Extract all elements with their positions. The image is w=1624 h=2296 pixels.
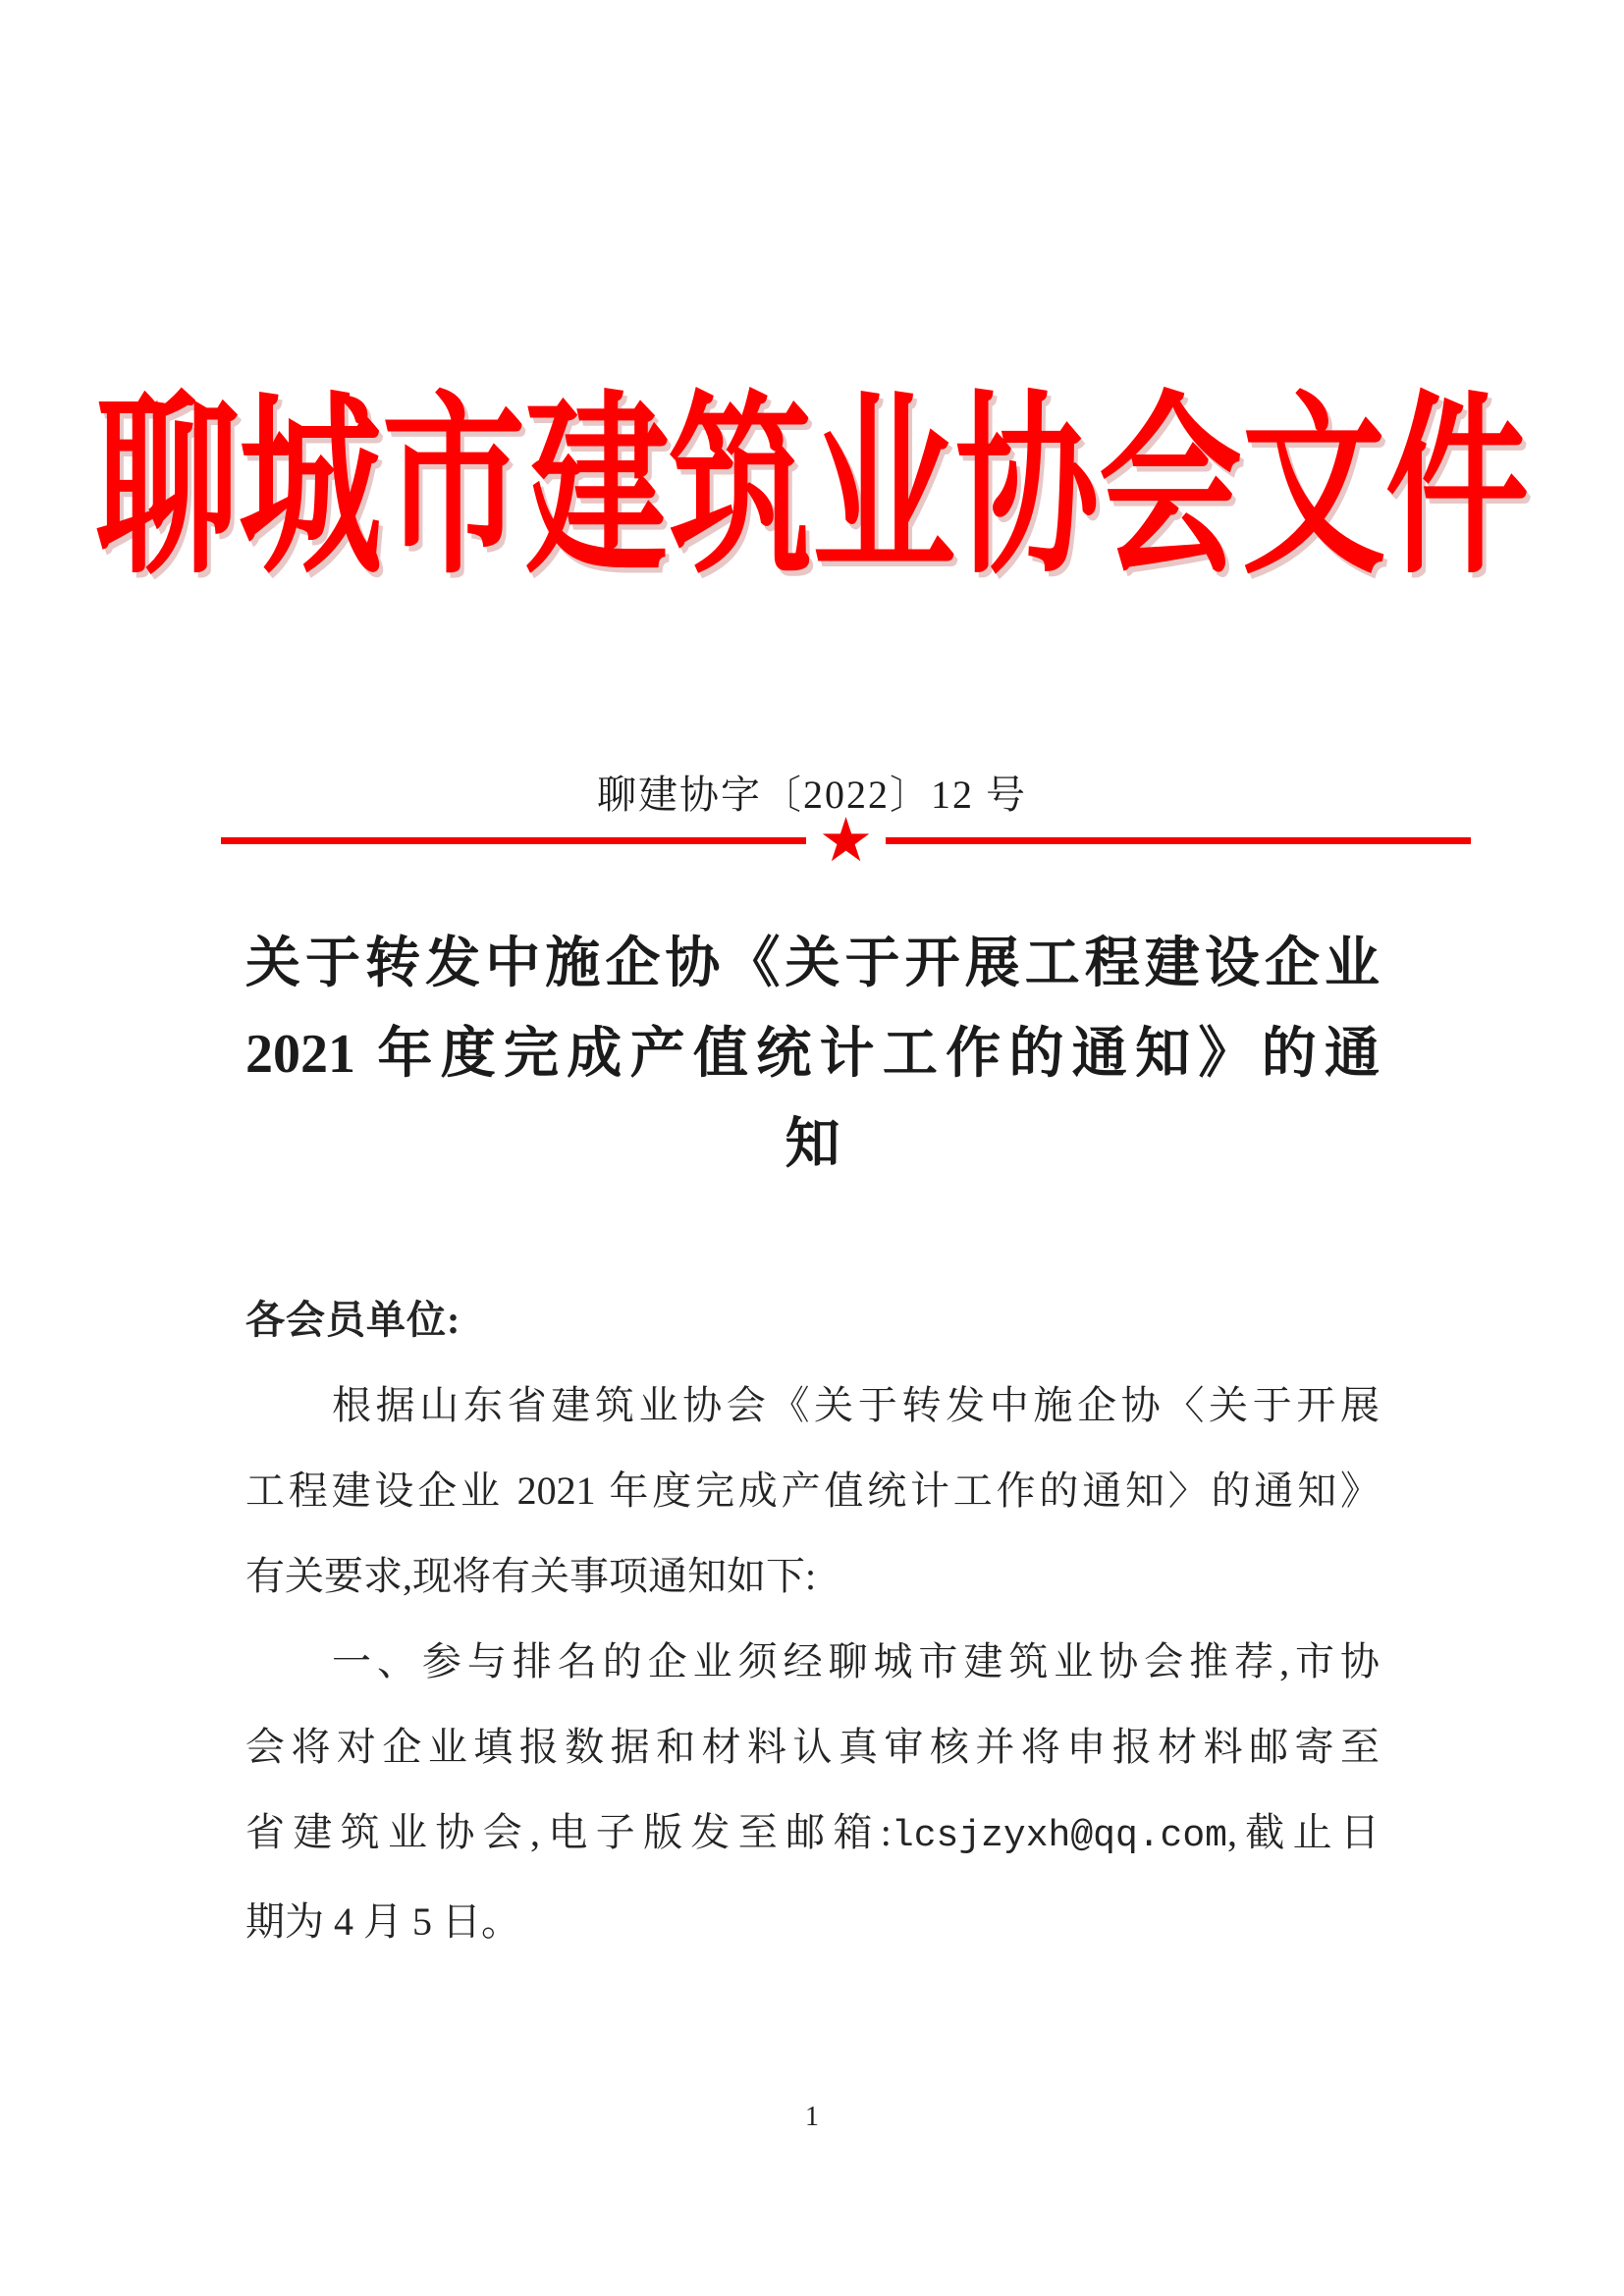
salutation: 各会员单位: bbox=[245, 1298, 461, 1342]
org-header-title: 聊城市建筑业协会文件 bbox=[95, 380, 1529, 598]
email-address: lcsjzyxh@qq.com bbox=[891, 1815, 1227, 1857]
paragraph-2-line-3-tail: ,截止日 bbox=[1226, 1810, 1380, 1854]
paragraph-2-line-3 bbox=[245, 1789, 1380, 1879]
paragraph-2-line-3-text: 省建筑业协会,电子版发至邮箱: bbox=[245, 1810, 892, 1854]
body-text bbox=[245, 1277, 1380, 1964]
document-title bbox=[245, 919, 1380, 1190]
paragraph-2-line-2: 会将对企业填报数据和材料认真审核并将申报材料邮寄至 bbox=[245, 1725, 1380, 1769]
title-line-2: 2021 年度完成产值统计工作的通知》的通 bbox=[245, 1024, 1380, 1085]
star-icon: ★ bbox=[818, 804, 874, 876]
title-line-1: 关于转发中施企协《关于开展工程建设企业 bbox=[245, 934, 1380, 994]
divider-line-left bbox=[221, 837, 806, 844]
paragraph-2-line-4: 期为 4 月 5 日。 bbox=[245, 1899, 520, 1944]
title-line-3: 知 bbox=[785, 1114, 840, 1175]
page-number: 1 bbox=[805, 2102, 819, 2132]
red-divider bbox=[221, 804, 1471, 876]
paragraph-1-line-3: 有关要求,现将有关事项通知如下: bbox=[245, 1554, 817, 1598]
doc-number: 聊建协字〔2022〕12 号 bbox=[597, 773, 1027, 817]
paragraph-1-line-2: 工程建设企业 2021 年度完成产值统计工作的通知〉的通知》 bbox=[245, 1468, 1380, 1513]
divider-line-right bbox=[886, 837, 1471, 844]
paragraph-1-line-1: 根据山东省建筑业协会《关于转发中施企协〈关于开展 bbox=[332, 1383, 1380, 1427]
paragraph-2-line-1: 一、参与排名的企业须经聊城市建筑业协会推荐,市协 bbox=[332, 1639, 1380, 1683]
